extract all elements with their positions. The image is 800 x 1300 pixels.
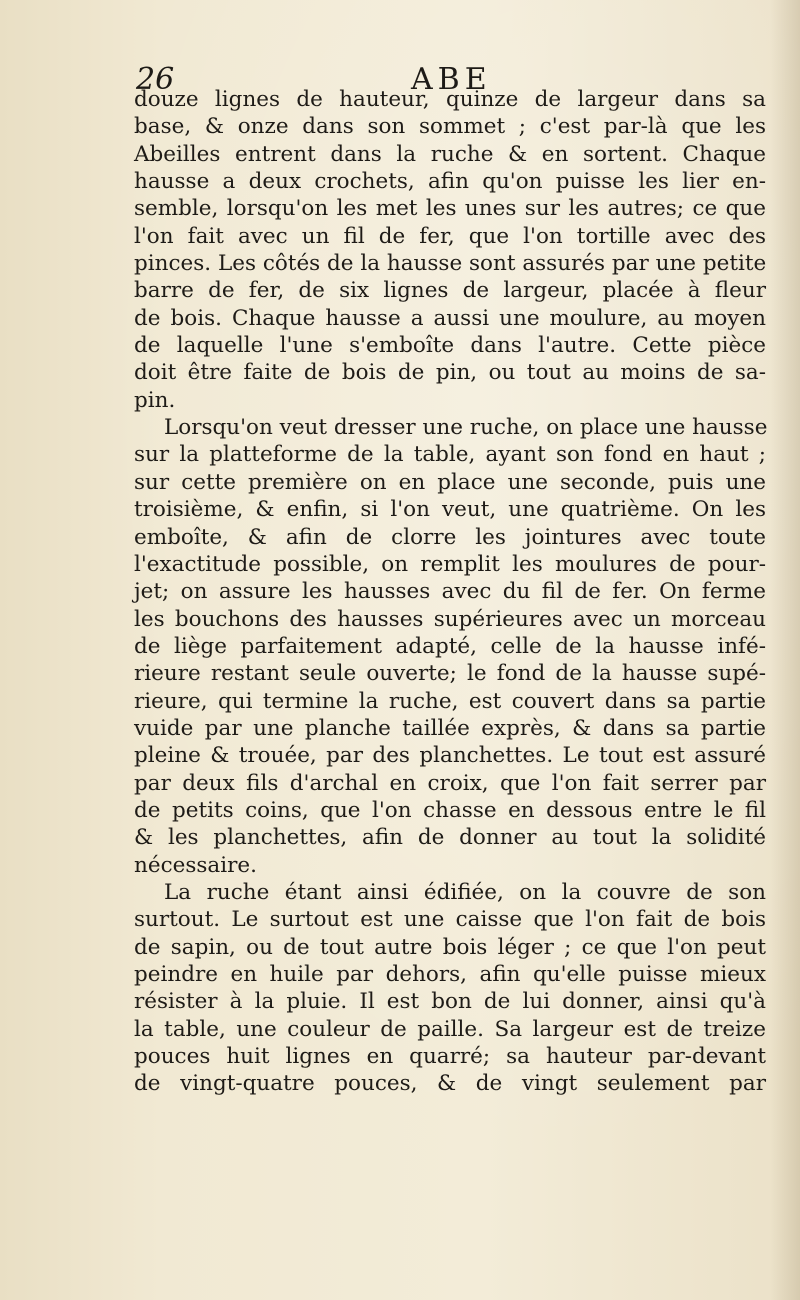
text-line: emboîte, & afin de clorre les jointures avec toute xyxy=(134,524,766,550)
text-line: pinces. Les côtés de la hausse sont assurés par une petite xyxy=(134,251,767,277)
text-line: semble, lorsqu'on les met les unes sur les autres; ce que xyxy=(134,196,766,222)
text-line: vuide par une planche taillée exprès, & dans sa partie xyxy=(134,715,766,741)
text-line: la table, une couleur de paille. Sa largeur est de treize xyxy=(134,1016,766,1042)
text-line: hausse a deux crochets, afin qu'on puisse les lier en- xyxy=(134,169,766,195)
page-number: 26 xyxy=(136,62,175,97)
text-line: sur la platteforme de la table, ayant son fond en haut ; xyxy=(134,442,766,468)
text-line: peindre en huile par dehors, afin qu'elle puisse mieux xyxy=(134,962,766,987)
text-line: pouces huit lignes en quarré; sa hauteur par-devant xyxy=(134,1044,766,1070)
text-line: l'exactitude possible, on remplit les moulures de pour- xyxy=(134,551,766,577)
running-head: ABE xyxy=(411,62,492,97)
text-line: nécessaire. xyxy=(134,852,257,878)
text-line: de laquelle l'une s'emboîte dans l'autre. Cette pièce xyxy=(134,333,766,359)
text-line: pin. xyxy=(134,387,176,413)
body-text xyxy=(134,86,766,1098)
text-line: surtout. Le surtout est une caisse que l'on fait de bois xyxy=(134,907,766,933)
text-line: troisième, & enfin, si l'on veut, une quatrième. On les xyxy=(134,497,766,523)
text-line: de petits coins, que l'on chasse en dessous entre le fil xyxy=(134,797,766,823)
text-line: l'on fait avec un fil de fer, que l'on tortille avec des xyxy=(134,223,766,249)
text-line: rieure restant seule ouverte; le fond de la hausse supé- xyxy=(134,661,766,687)
text-line: douze lignes de hauteur, quinze de largeur dans sa xyxy=(134,87,766,112)
text-line: résister à la pluie. Il est bon de lui donner, ainsi qu'à xyxy=(134,989,766,1015)
text-line: jet; on assure les hausses avec du fil de fer. On ferme xyxy=(134,579,766,605)
text-line: les bouchons des hausses supérieures avec un morceau xyxy=(134,606,766,632)
text-line: sur cette première on en place une seconde, puis une xyxy=(134,469,766,495)
page-edge-shadow xyxy=(770,0,800,1300)
text-line: base, & onze dans son sommet ; c'est par-là que les xyxy=(134,114,766,140)
text-line: de vingt-quatre pouces, & de vingt seulement par xyxy=(134,1071,766,1097)
text-line: La ruche étant ainsi édifiée, on la couvre de son xyxy=(164,879,766,905)
text-line: de liège parfaitement adapté, celle de la hausse infé- xyxy=(134,633,766,659)
text-line: & les planchettes, afin de donner au tout la solidité xyxy=(134,825,766,851)
text-line: rieure, qui termine la ruche, est couvert dans sa partie xyxy=(134,688,766,714)
text-line: par deux fils d'archal en croix, que l'on fait serrer par xyxy=(134,770,766,796)
text-line: Lorsqu'on veut dresser une ruche, on place une hausse xyxy=(164,415,768,441)
text-line: pleine & trouée, par des planchettes. Le tout est assuré xyxy=(134,743,766,769)
text-line: de sapin, ou de tout autre bois léger ; ce que l'on peut xyxy=(134,934,766,960)
text-line: doit être faite de bois de pin, ou tout au moins de sa- xyxy=(134,360,766,386)
text-line: de bois. Chaque hausse a aussi une moulure, au moyen xyxy=(134,305,766,331)
text-line: Abeilles entrent dans la ruche & en sortent. Chaque xyxy=(134,141,766,167)
text-line: barre de fer, de six lignes de largeur, placée à fleur xyxy=(134,278,766,304)
